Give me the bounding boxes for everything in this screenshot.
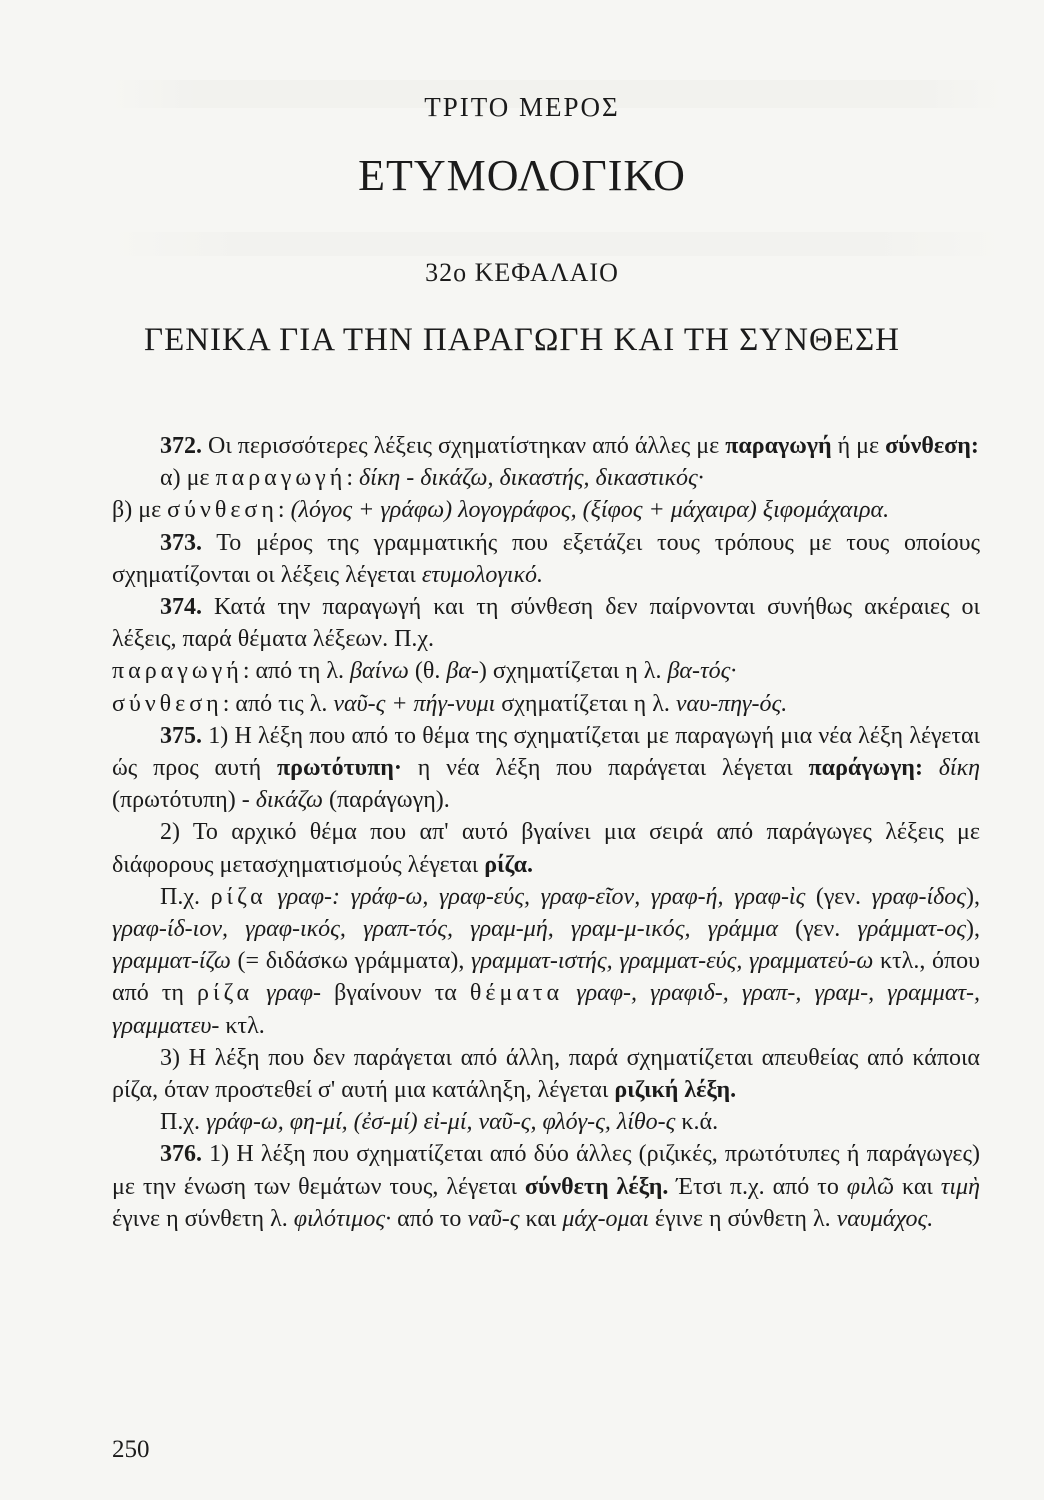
text-run: σχηματίζεται η λ.: [495, 690, 676, 717]
subparagraph-375-3: [112, 1042, 980, 1106]
paragraph-372: [112, 430, 980, 462]
chapter-heading: 32ο ΚΕΦΑΛΑΙΟ: [425, 258, 619, 287]
example-line: [112, 462, 980, 494]
bold-term: παραγωγή: [725, 433, 832, 459]
italic-example: γράφ-ω, φη-μί, (ἐσ-μί) εἰ-μί, ναῦ-ς, φλόγ-ς, λίθο-ς: [205, 1109, 676, 1136]
italic-example: (λόγος + γράφω) λογογράφος, (ξίφος + μάχαιρα) ξιφομάχαιρα.: [290, 497, 890, 524]
text-run: (πρωτότυπη) -: [112, 787, 256, 814]
text-run: κτλ.: [219, 1012, 265, 1039]
italic-example: τιμὴ: [940, 1173, 980, 1200]
italic-example: ναῦ-ς + πήγ-νυμι: [333, 690, 496, 717]
text-run: (γεν.: [777, 916, 858, 943]
text-run: έγινε η σύνθετη λ.: [112, 1205, 294, 1232]
text-run: 3) Η λέξη που δεν παράγεται από άλλη, παρά σχηματίζεται απευθείας από κάποια ρίζα, όταν προστεθεί σ' αυτή μια κατάληξη, λέγεται: [112, 1044, 980, 1104]
example-line: [112, 494, 980, 526]
paragraph-375: [112, 720, 980, 817]
paragraph-376: [112, 1138, 980, 1235]
text-run: Έτσι π.χ. από το: [668, 1173, 847, 1200]
italic-example: ναυμάχος.: [836, 1205, 934, 1232]
italic-term: ετυμολογικό.: [421, 561, 543, 588]
italic-example: γραφ-: γράφ-ω, γραφ-εύς, γραφ-εῖον, γραφ-ή, γραφ-ὶς: [266, 883, 806, 910]
text-run: και: [894, 1173, 941, 1200]
page-number: 250: [112, 1436, 150, 1463]
text-run: (γεν.: [805, 883, 872, 910]
spaced-term: ρίζα: [197, 980, 254, 1007]
text-run: ή με: [831, 433, 886, 459]
paragraph-373: [112, 527, 980, 591]
italic-example: βα-τός·: [667, 658, 737, 685]
bold-term: σύνθεση:: [885, 433, 979, 459]
text-run: (θ.: [408, 658, 447, 685]
text-run: έγινε η σύνθετη λ.: [648, 1205, 837, 1232]
italic-example: γραφ-ίδ-ιον, γραφ-ικός, γραπ-τός, γραμ-μή, γραμ-μ-ικός, γράμμα: [112, 916, 778, 943]
text-run: ),: [966, 883, 980, 910]
bold-term: παράγωγη:: [808, 755, 923, 782]
bold-term: ριζική λέξη.: [614, 1077, 737, 1104]
text-run: 1) Η λέξη που σχηματίζεται από δύο άλλες (ριζικές, πρωτότυπες ή παράγωγες) με την ένωση των θεμάτων τους, λέγεται: [112, 1141, 980, 1200]
example-paragraph: [112, 881, 980, 1042]
spaced-term: σύνθεση: [167, 497, 278, 524]
spaced-term: παραγωγή: [112, 658, 243, 685]
italic-example: γραμματ-ιστής, γραμματ-εύς, γραμματεύ-ω: [471, 948, 874, 975]
italic-example: δικάζω: [255, 787, 323, 814]
text-run: (παράγωγη).: [322, 787, 450, 814]
text-run: :: [277, 497, 291, 524]
paragraph-374: [112, 591, 980, 655]
paragraph-number: 375.: [160, 722, 202, 749]
bold-term: ρίζα.: [484, 851, 534, 878]
paragraph-number: 372.: [160, 433, 202, 459]
italic-example: γραφ-, γραφιδ-, γραπ-, γραμ-, γραμματ-, γραμματευ-: [112, 980, 981, 1039]
italic-example: ναῦ-ς: [467, 1205, 520, 1232]
text-run: Το μέρος της γραμματικής που εξετάζει τους τρόπους με τους οποίους σχηματίζονται οι λέξεις λέγεται: [112, 529, 980, 588]
text-run: 1) Η λέξη που από το θέμα της σχηματίζεται με παραγωγή μια νέα λέξη λέγεται ώς προς αυτή: [112, 722, 980, 782]
italic-example: γραφ-: [253, 980, 322, 1007]
subparagraph-375-2: [112, 816, 980, 880]
italic-example: γραμματ-ίζω: [112, 948, 231, 975]
spaced-term: παραγωγή: [215, 465, 347, 492]
italic-example: φιλότιμος·: [293, 1205, 392, 1232]
spaced-term: ρίζα: [210, 883, 267, 910]
italic-example: γράμματ-ος: [857, 916, 966, 943]
text-run: κτλ., όπου από τη: [112, 948, 980, 1007]
example-paragraph: [112, 1106, 980, 1138]
paragraph-number: 376.: [160, 1141, 202, 1168]
paragraph-number: 373.: [160, 529, 202, 556]
text-run: από το: [391, 1205, 468, 1232]
text-run: : από τις λ.: [222, 690, 334, 717]
text-run: 2) Το αρχικό θέμα που απ' αυτό βγαίνει μια σειρά από παράγωγες λέξεις με διάφορους μετασχηματισμούς λέγεται: [112, 819, 980, 878]
italic-example: δίκη - δικάζω, δικαστής, δικαστικός·: [359, 465, 704, 492]
example-line: [112, 688, 980, 720]
part-title: ΤΡΙΤΟ ΜΕΡΟΣ: [424, 92, 620, 122]
bold-term: σύνθετη λέξη.: [524, 1173, 669, 1200]
text-run: ),: [966, 916, 980, 943]
paragraph-number: 374.: [160, 594, 202, 621]
italic-example: βαίνω: [350, 658, 409, 685]
text-run: Οι περισσότερες λέξεις σχηματίστηκαν από άλλες με: [202, 433, 726, 459]
text-run: Π.χ.: [160, 883, 211, 910]
italic-example: βα-: [446, 658, 479, 685]
spaced-term: θέματα: [469, 980, 564, 1007]
text-run: ) σχηματίζεται η λ.: [478, 658, 668, 685]
text-run: α) με: [160, 465, 216, 492]
bold-term: πρωτότυπη·: [277, 755, 402, 782]
text-run: η νέα λέξη που παράγεται λέγεται: [401, 755, 809, 782]
italic-example: δίκη: [922, 755, 981, 782]
main-title: ΕΤΥΜΟΛΟΓΙΚΟ: [358, 151, 686, 200]
body-text: [112, 430, 980, 1235]
italic-example: ναυ-πηγ-ός.: [675, 690, 788, 717]
text-run: : από τη λ.: [242, 658, 351, 685]
text-run: β) με: [112, 497, 168, 524]
example-line: [112, 655, 980, 687]
text-run: και: [519, 1205, 563, 1232]
italic-example: γραφ-ίδος: [871, 883, 966, 910]
text-run: (= διδάσκω γράμματα),: [230, 948, 471, 975]
text-run: βγαίνουν τα: [321, 980, 470, 1007]
text-run: Π.χ.: [160, 1109, 206, 1136]
italic-example: μάχ-ομαι: [562, 1205, 649, 1232]
text-run: Κατά την παραγωγή και τη σύνθεση δεν παίρνονται συνήθως ακέραιες οι λέξεις, παρά θέματα λέξεων. Π.χ.: [112, 594, 980, 653]
italic-example: φιλῶ: [846, 1173, 895, 1200]
bleed-through-texture: [110, 232, 1004, 256]
text-run: κ.ά.: [675, 1109, 719, 1136]
section-title: ΓΕΝΙΚΑ ΓΙΑ ΤΗΝ ΠΑΡΑΓΩΓΗ ΚΑΙ ΤΗ ΣΥΝΘΕΣΗ: [143, 322, 900, 358]
text-run: :: [346, 465, 359, 492]
spaced-term: σύνθεση: [112, 690, 223, 717]
